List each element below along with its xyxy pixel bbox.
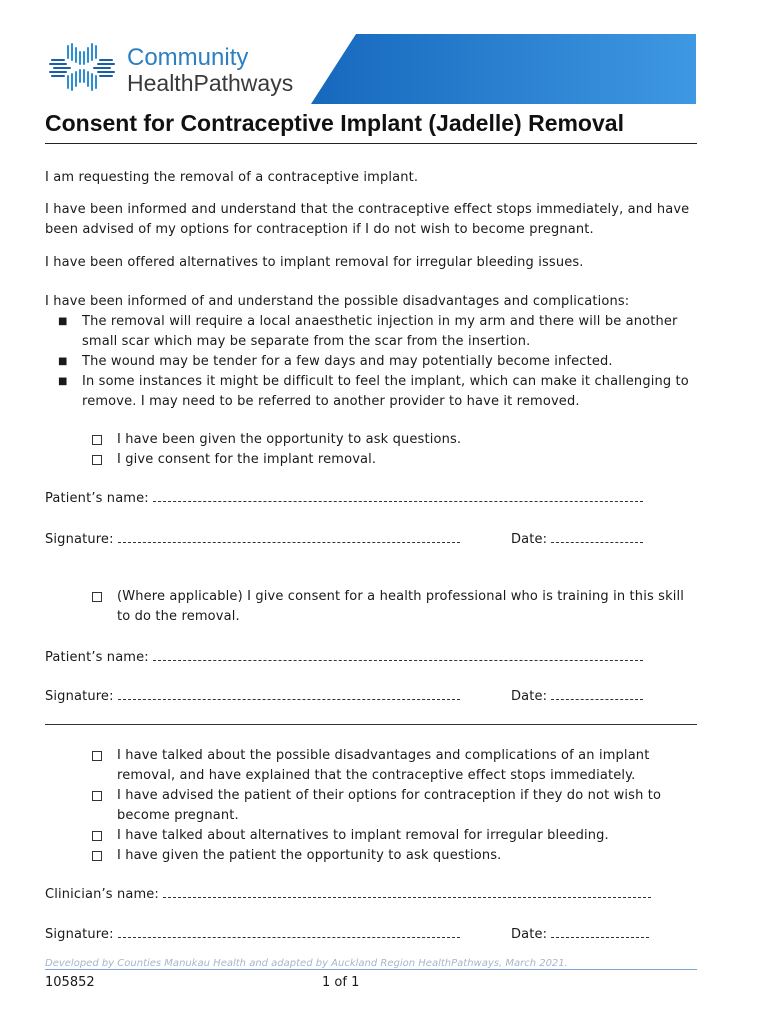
clinician-checklist (91, 746, 691, 866)
date-line[interactable] (551, 686, 643, 700)
footer-divider (45, 969, 697, 970)
clinician-signature-field[interactable] (45, 924, 460, 945)
paragraph-informed: I have been informed and understand that the contraceptive effect stops immediately, and have been advised of my options for contraception if I do not wish to become pregnant. (45, 202, 690, 237)
discussed-alternatives-checkbox[interactable] (92, 831, 102, 841)
patient-name-field[interactable] (45, 488, 643, 509)
patient-name-label: Patient’s name: (45, 491, 149, 506)
checklist-item-text: I have talked about alternatives to implant removal for irregular bleeding. (117, 828, 609, 843)
checklist-item (91, 826, 691, 846)
complications-list (45, 312, 695, 412)
date-label: Date: (511, 689, 548, 704)
patient-consent-checklist (91, 430, 691, 470)
discussed-complications-checkbox[interactable] (92, 751, 102, 761)
page-title: Consent for Contraceptive Implant (Jadelle) Removal (45, 110, 624, 136)
list-item (45, 372, 695, 412)
checklist-item-text: I have talked about the possible disadvantages and complications of an implant removal, and have explained that the contraceptive effect stops immediately. (117, 748, 650, 783)
checklist-item-text: I have given the patient the opportunity to ask questions. (117, 848, 502, 863)
checklist-item (91, 430, 691, 450)
patient-name-field-2[interactable] (45, 647, 643, 668)
checklist-item (91, 450, 691, 470)
page-number: 1 of 1 (322, 975, 360, 990)
clinician-name-line[interactable] (163, 884, 651, 898)
bullet-icon: ■ (58, 376, 68, 387)
checklist-item (91, 746, 691, 786)
checklist-item-text: I give consent for the implant removal. (117, 452, 377, 467)
signature-label: Signature: (45, 689, 114, 704)
document-code: 105852 (45, 975, 95, 990)
list-item-text: The wound may be tender for a few days and may potentially become infected. (82, 354, 613, 369)
section-divider (45, 724, 697, 725)
date-line[interactable] (551, 529, 643, 543)
patient-name-line[interactable] (153, 647, 643, 661)
questions-checkbox[interactable] (92, 435, 102, 445)
clinician-name-field[interactable] (45, 884, 651, 905)
checklist-item (91, 786, 691, 826)
patient-signature-field-2[interactable] (45, 686, 460, 707)
given-questions-opportunity-checkbox[interactable] (92, 851, 102, 861)
list-item (45, 352, 695, 372)
checklist-item-text: (Where applicable) I give consent for a health professional who is training in this skill to do the removal. (117, 589, 685, 624)
logo-text-community: Community (127, 44, 249, 71)
list-item (45, 312, 695, 352)
patient-name-line[interactable] (153, 488, 643, 502)
paragraph-alternatives: I have been offered alternatives to implant removal for irregular bleeding issues. (45, 255, 584, 270)
trainee-consent-checkbox[interactable] (92, 592, 102, 602)
signature-line[interactable] (118, 924, 460, 938)
date-label: Date: (511, 927, 548, 942)
clinician-name-label: Clinician’s name: (45, 887, 159, 902)
logo-text-healthpathways: HealthPathways (127, 70, 294, 96)
list-item-text: The removal will require a local anaesthetic injection in my arm and there will be another small scar which may be separate from the scar from the insertion. (82, 314, 678, 349)
list-item-text: In some instances it might be difficult to feel the implant, which can make it challenging to remove. I may need to be referred to another provider to have it removed. (82, 374, 689, 409)
footer-attribution: Developed by Counties Manukau Health and adapted by Auckland Region HealthPathways, March 2021. (45, 958, 568, 969)
header-banner (311, 34, 696, 104)
patient-name-label: Patient’s name: (45, 650, 149, 665)
consent-removal-checkbox[interactable] (92, 455, 102, 465)
checklist-item-text: I have been given the opportunity to ask questions. (117, 432, 462, 447)
title-divider (45, 143, 697, 144)
patient-signature-field[interactable] (45, 529, 460, 550)
checklist-item (91, 846, 691, 866)
community-healthpathways-logo-icon (48, 42, 116, 92)
patient-date-field[interactable] (511, 529, 643, 550)
trainee-consent-checklist (91, 587, 691, 627)
checklist-item (91, 587, 691, 627)
date-label: Date: (511, 532, 548, 547)
clinician-date-field[interactable] (511, 924, 649, 945)
bullet-icon: ■ (58, 356, 68, 367)
advised-options-checkbox[interactable] (92, 791, 102, 801)
checklist-item-text: I have advised the patient of their options for contraception if they do not wish to become pregnant. (117, 788, 662, 823)
paragraph-request: I am requesting the removal of a contraceptive implant. (45, 170, 419, 185)
signature-label: Signature: (45, 532, 114, 547)
signature-label: Signature: (45, 927, 114, 942)
signature-line[interactable] (118, 529, 460, 543)
paragraph-complications: I have been informed of and understand the possible disadvantages and complications: (45, 294, 630, 309)
signature-line[interactable] (118, 686, 460, 700)
bullet-icon: ■ (58, 316, 68, 327)
date-line[interactable] (551, 924, 649, 938)
patient-date-field-2[interactable] (511, 686, 643, 707)
